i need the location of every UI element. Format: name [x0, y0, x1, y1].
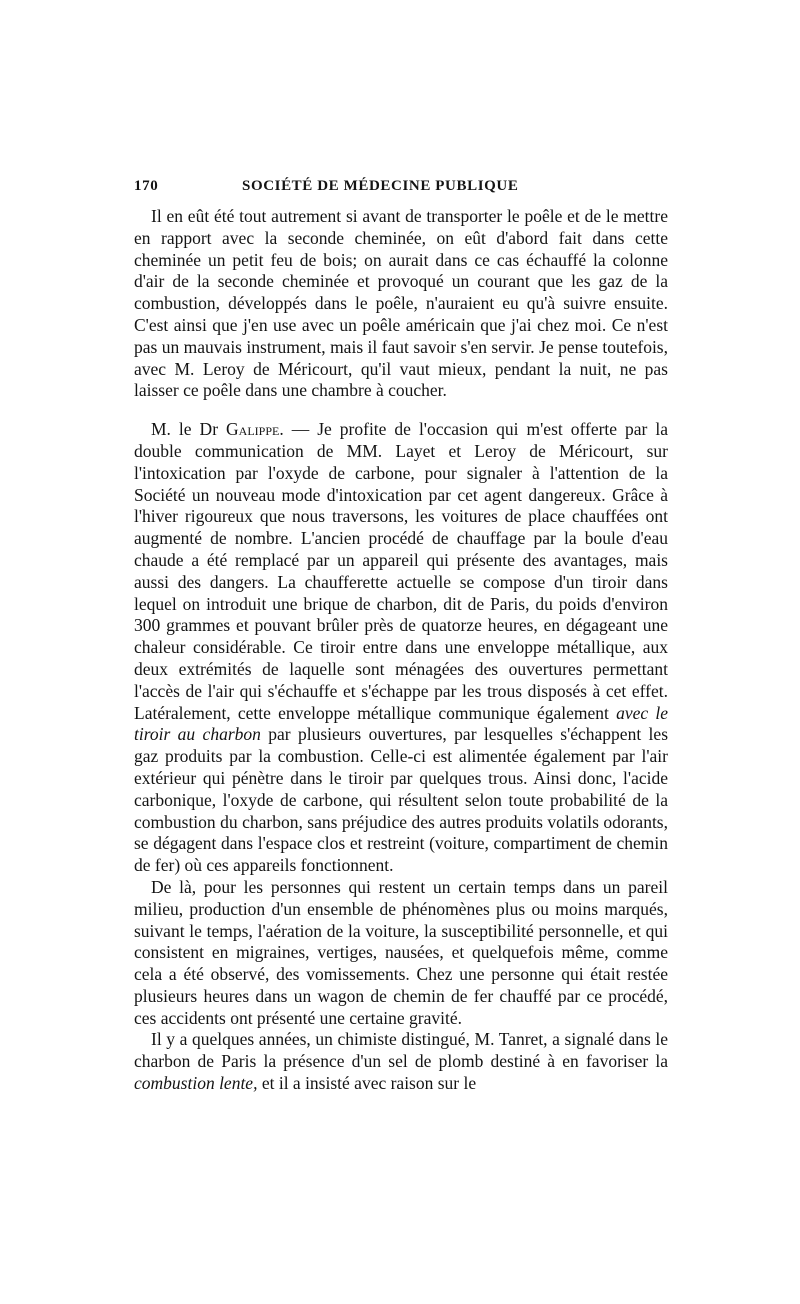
speaker-name: Galippe. [226, 419, 284, 440]
paragraph-stove [134, 206, 668, 402]
body-text [134, 206, 668, 1095]
page-header [134, 178, 668, 202]
paragraph-text-continued: et il a insisté avec raison sur le [261, 1073, 477, 1094]
italic-phrase: avec le tiroir au charbon [134, 702, 669, 745]
paragraph-text: De là, pour les personnes qui restent un certain temps dans un pareil milieu, production d'un ensemble de phénomènes plus ou moins marqués, suivant le temps, l'aération de la voiture, la susceptibilité personnelle, et qui consistent en migraines, vertiges, nausées, et quelquefois même, comme cela a été observé, des vomissements. Chez une personne qui était restée plusieurs heures dans un wagon de chemin de fer chauffé par ce procédé, ces accidents ont présenté une certaine gravité. [134, 876, 668, 1028]
paragraph-galippe [134, 419, 668, 877]
paragraph-tanret [134, 1029, 668, 1094]
italic-phrase: combustion lente, [134, 1073, 258, 1094]
paragraph-text: Il en eût été tout autrement si avant de transporter le poêle et de le mettre en rapport avec la seconde cheminée, on eût d'abord fait dans cette cheminée un petit feu de bois; on aurait dans ce cas échauffé la colonne d'air de la seconde cheminée et provoqué un courant que les gaz de la combustion, développés dans le poêle, n'auraient eu qu'à suivre ensuite. C'est ainsi que j'en use avec un poêle américain que j'ai chez moi. Ce n'est pas un mauvais instrument, mais il faut savoir s'en servir. Je pense toutefois, avec M. Leroy de Méricourt, qu'il vaut mieux, pendant la nuit, ne pas laisser ce poêle dans une chambre à coucher. [134, 206, 668, 401]
running-title: SOCIÉTÉ DE MÉDECINE PUBLIQUE [242, 178, 519, 194]
paragraph-text-continued: par plusieurs ouvertures, par lesquelles s'échappent les gaz produits par la combustion. Celle-ci est alimentée également par l'air extérieur qui pénètre dans le tiroir par quelques trous. Ainsi donc, l'acide carbonique, l'oxyde de carbone, qui résultent selon toute probabilité de la combustion du charbon, sans préjudice des autres produits volatils odorants, se dégagent dans l'espace clos et restreint (voiture, compartiment de chemin de fer) où ces appareils fonctionnent. [134, 724, 669, 876]
paragraph-text: Il y a quelques années, un chimiste distingué, M. Tanret, a signalé dans le charbon de Paris la présence d'un sel de plomb destiné à en favoriser la [134, 1029, 668, 1072]
paragraph-symptoms [134, 877, 668, 1030]
paragraph-text: — Je profite de l'occasion qui m'est offerte par la double communication de MM. Layet et Leroy de Méricourt, sur l'intoxication par l'oxyde de carbone, pour signaler à l'attention de la Société un nouveau mode d'intoxication par cet agent dangereux. Grâce à l'hiver rigoureux que nous traversons, les voitures de place chauffées ont augmenté de nombre. L'ancien procédé de chauffage par la boule d'eau chaude a été remplacé par un appareil qui présente des avantages, mais aussi des dangers. La chaufferette actuelle se compose d'un tiroir dans lequel on introduit une brique de charbon, dit de Paris, du poids d'environ 300 grammes et pouvant brûler près de quatorze heures, en dégageant une chaleur considérable. Ce tiroir entre dans une enveloppe métallique, aux deux extrémités de laquelle sont ménagées des ouvertures permettant l'accès de l'air qui s'échauffe et s'échappe par les trous disposés à cet effet. Latéralement, cette enveloppe métallique communique également [134, 419, 669, 723]
speaker-prefix: M. le Dr [151, 419, 219, 440]
page-number: 170 [134, 178, 159, 194]
